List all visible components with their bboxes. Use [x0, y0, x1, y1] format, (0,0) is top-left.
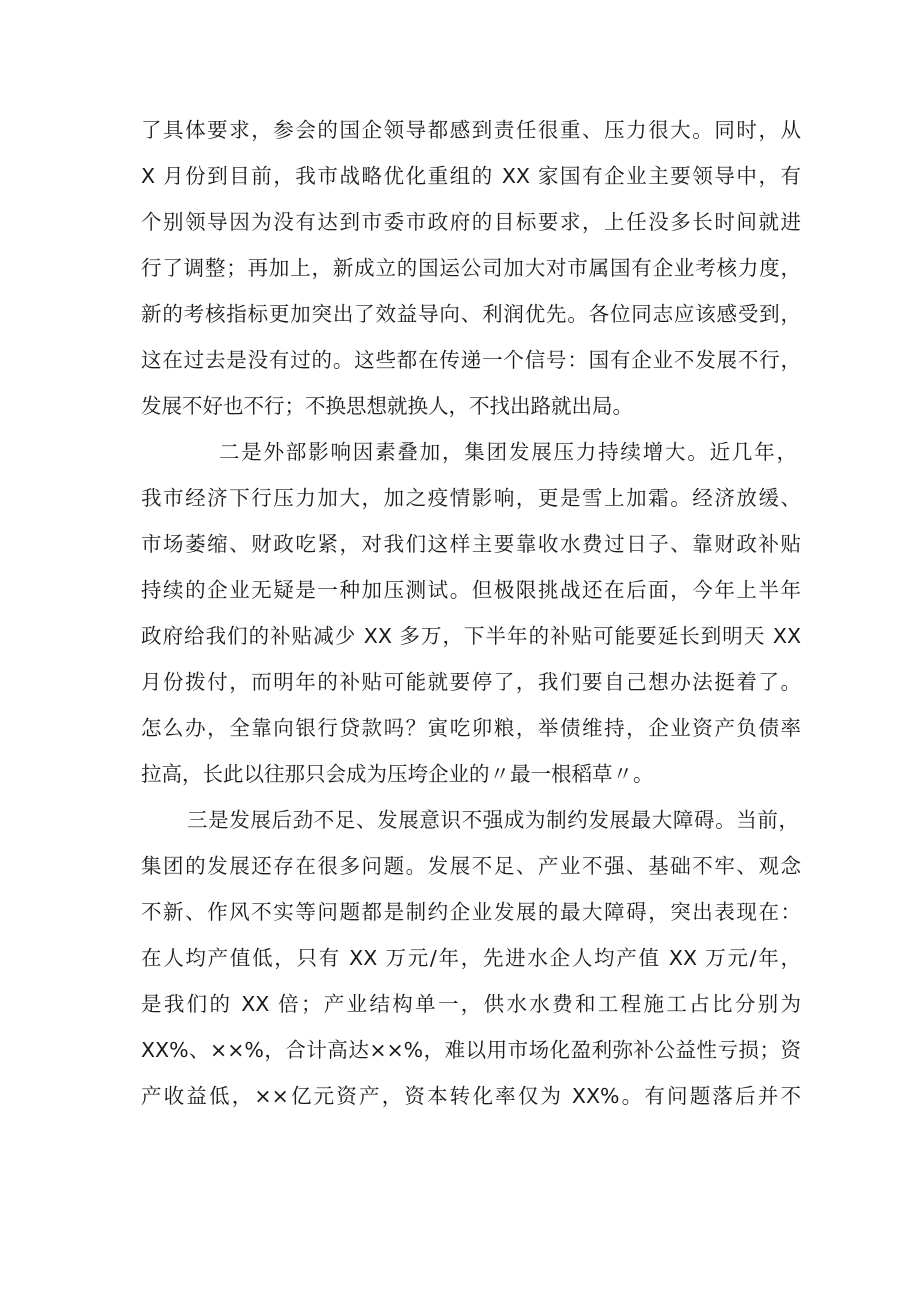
text-line: 在人均产值低，只有 XX 万元/年，先进水企人均产值 XX 万元/年，: [141, 946, 801, 970]
text-line: 行了调整；再加上，新成立的国运公司加大对市属国有企业考核力度，: [141, 256, 801, 280]
text-line: 拉高，长此以往那只会成为压垮企业的〃最一根稻草〃。: [141, 762, 654, 786]
text-line: 月份拨付，而明年的补贴可能就要停了，我们要自己想办法挺着了。: [141, 670, 801, 694]
text-line: 产收益低，××亿元资产，资本转化率仅为 XX%。有问题落后并不: [141, 1084, 801, 1108]
text-line: 市场萎缩、财政吃紧，对我们这样主要靠收水费过日子、靠财政补贴: [141, 532, 801, 556]
text-line: 新的考核指标更加突出了效益导向、利润优先。各位同志应该感受到，: [141, 302, 801, 326]
paragraph-first-line: 三是发展后劲不足、发展意识不强成为制约发展最大障碍。当前，: [187, 808, 799, 832]
text-line: 这在过去是没有过的。这些都在传递一个信号：国有企业不发展不行，: [141, 348, 801, 372]
text-line: X 月份到目前，我市战略优化重组的 XX 家国有企业主要领导中，有: [141, 164, 801, 188]
paragraph-first-line: 二是外部影响因素叠加，集团发展压力持续增大。近几年，: [219, 440, 797, 464]
text-line: 发展不好也不行；不换思想就换人，不找出路就出局。: [141, 394, 633, 418]
text-line: 持续的企业无疑是一种加压测试。但极限挑战还在后面，今年上半年: [141, 578, 801, 602]
text-line: 不新、作风不实等问题都是制约企业发展的最大障碍，突出表现在：: [141, 900, 801, 924]
text-line: 是我们的 XX 倍；产业结构单一，供水水费和工程施工占比分别为: [141, 992, 801, 1016]
text-line: 了具体要求，参会的国企领导都感到责任很重、压力很大。同时，从: [141, 118, 801, 142]
text-line: 集团的发展还存在很多问题。发展不足、产业不强、基础不牢、观念: [141, 854, 801, 878]
text-line: 怎么办，全靠向银行贷款吗？寅吃卯粮，举债维持，企业资产负债率: [141, 716, 801, 740]
text-line: 我市经济下行压力加大，加之疫情影响，更是雪上加霜。经济放缓、: [141, 486, 801, 510]
text-line: 政府给我们的补贴减少 XX 多万，下半年的补贴可能要延长到明天 XX: [141, 624, 801, 648]
text-line: XX%、××%，合计高达××%，难以用市场化盈利弥补公益性亏损；资: [141, 1038, 801, 1062]
text-line: 个别领导因为没有达到市委市政府的目标要求，上任没多长时间就进: [141, 210, 801, 234]
